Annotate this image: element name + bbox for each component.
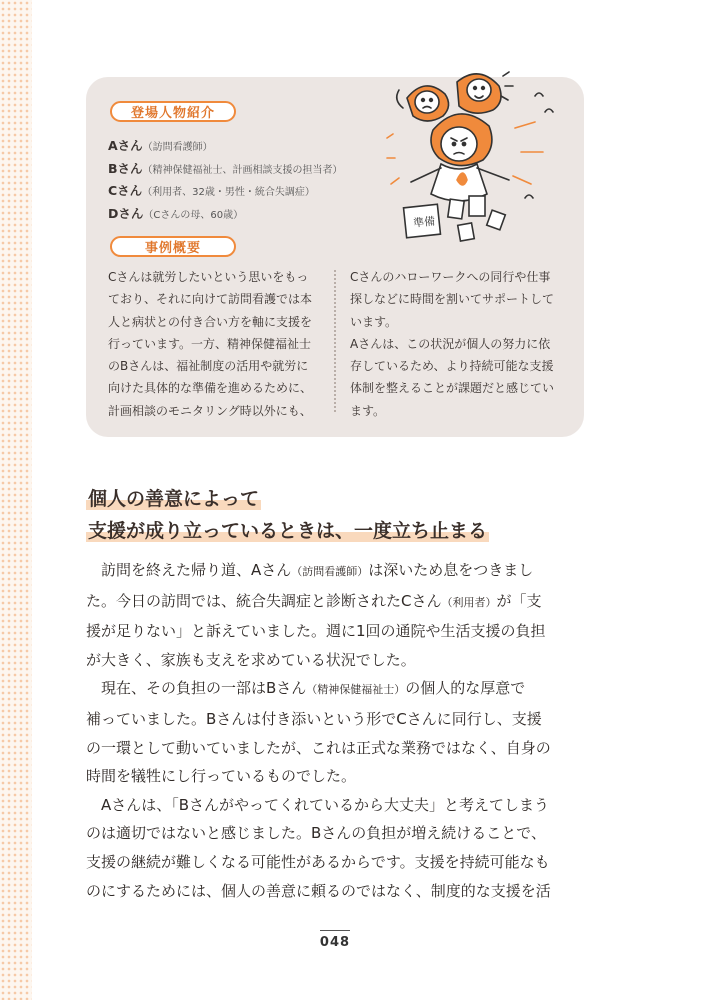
body-line: 時間を犠牲にし行っているものでした。 xyxy=(86,767,357,786)
cast-item xyxy=(108,136,343,159)
case-line: います。 xyxy=(350,314,398,329)
cast-name: Aさん xyxy=(108,138,143,153)
body-line: Aさんは、「Bさんがやってくれているから大丈夫」と考えてしまう xyxy=(86,795,550,814)
case-line: ており、それに向けて訪問看護では本 xyxy=(108,292,313,307)
body-line xyxy=(86,587,586,618)
case-line: 体制を整えることが課題だと感じてい xyxy=(350,381,555,396)
body-segment: の個人的な厚意で xyxy=(405,679,526,698)
cast-item xyxy=(108,159,343,182)
cast-list xyxy=(108,136,343,226)
body-line: の一環として動いていましたが、これは正式な業務ではなく、自身の xyxy=(86,738,551,757)
body-annotation: （訪問看護師） xyxy=(291,565,369,578)
case-line: 人と病状との付き合い方を軸に支援を xyxy=(108,314,313,329)
case-line: Cさんは就労したいという思いをもっ xyxy=(108,270,309,284)
body-line xyxy=(86,556,586,587)
section-heading-line1 xyxy=(86,484,261,511)
cast-item xyxy=(108,204,343,227)
case-line: Aさんは、この状況が個人の努力に依 xyxy=(350,336,551,351)
cast-role: （利用者、32歳・男性・統合失調症） xyxy=(142,187,315,198)
cast-name: Bさん xyxy=(108,160,143,176)
body-line: 支援の継続が難しくなる可能性があるからです。支援を持続可能なも xyxy=(86,852,550,871)
body-annotation: （利用者） xyxy=(441,595,497,609)
case-line: ます。 xyxy=(350,403,386,418)
cast-role: （訪問看護師） xyxy=(142,142,213,153)
body-line: のは適切ではないと感じました。Bさんの負担が増え続けることで、 xyxy=(86,824,546,843)
body-segment: た。今日の訪問では、統合失調症と診断されたCさん xyxy=(86,591,442,610)
dotted-margin-strip xyxy=(0,0,32,1000)
body-text xyxy=(86,556,586,905)
cast-item xyxy=(108,181,343,204)
case-section-tag xyxy=(110,236,236,257)
section-heading-line2 xyxy=(86,516,489,543)
case-section-title: 事例概要 xyxy=(144,241,201,256)
body-line: 補っていました。Bさんは付き添いという形でCさんに同行し、支援 xyxy=(86,709,542,728)
case-summary-left-column xyxy=(108,266,326,422)
body-line: のにするためには、個人の善意に頼るのではなく、制度的な支援を活 xyxy=(86,881,551,900)
body-segment: が「支 xyxy=(496,591,542,610)
case-line: 向けた具体的な準備を進めるために、 xyxy=(108,381,313,396)
cast-section-tag xyxy=(110,101,236,122)
body-annotation: （精神保健福祉士） xyxy=(306,683,406,697)
cast-name: Dさん xyxy=(108,205,144,221)
cast-section-title: 登場人物紹介 xyxy=(130,106,215,121)
case-line: 計画相談のモニタリング時以外にも、 xyxy=(108,403,312,418)
busy-characters-illustration xyxy=(385,68,585,258)
cast-role: （Cさんの母、60歳） xyxy=(143,209,244,221)
page-number: 048 xyxy=(319,935,351,950)
body-segment: は深いため息をつきまし xyxy=(368,561,534,579)
case-line: 行っています。一方、精神保健福祉士 xyxy=(108,336,312,351)
page-number-rule xyxy=(320,930,350,931)
column-divider xyxy=(334,270,336,412)
body-line xyxy=(86,674,586,705)
case-line: 存しているため、より持続可能な支援 xyxy=(350,359,554,374)
heading-text: 個人の善意によって xyxy=(88,488,260,510)
illustration-paper-label: 準備 xyxy=(412,214,436,230)
cast-name: Cさん xyxy=(108,183,143,198)
body-segment: 現在、その負担の一部はBさん xyxy=(86,679,307,698)
cast-role: （精神保健福祉士、計画相談支援の担当者） xyxy=(142,164,343,176)
body-segment: 訪問を終えた帰り道、Aさん xyxy=(86,561,292,579)
case-line: のBさんは、福祉制度の活用や就労に xyxy=(108,359,309,374)
body-line: 援が足りない」と訴えていました。週に1回の通院や生活支援の負担 xyxy=(86,622,546,641)
case-line: Cさんのハローワークへの同行や仕事 xyxy=(350,270,551,284)
body-line: が大きく、家族も支えを求めている状況でした。 xyxy=(86,650,416,669)
case-line: 探しなどに時間を割いてサポートして xyxy=(350,292,555,307)
case-summary-right-column xyxy=(350,266,568,422)
heading-text: 支援が成り立っているときは、一度立ち止まる xyxy=(88,520,488,542)
